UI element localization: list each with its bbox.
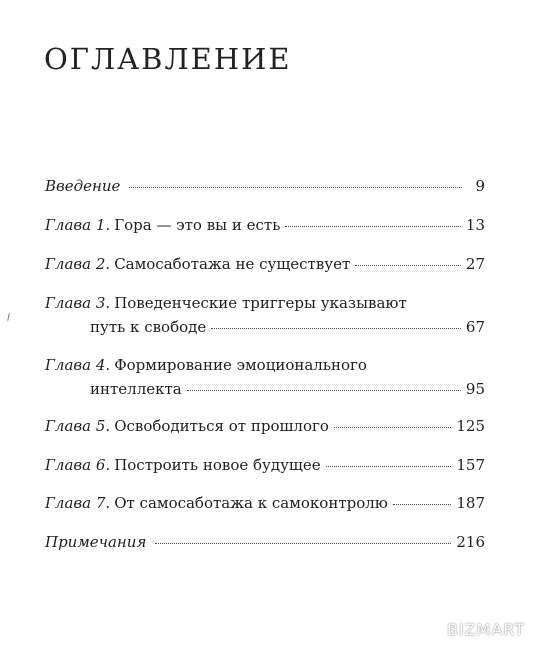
toc-entry-title: От самосаботажа к самоконтролю xyxy=(114,494,388,512)
watermark: BIZMART xyxy=(446,620,525,639)
toc-page-number: 13 xyxy=(465,216,485,234)
toc-entry-title: Формирование эмоционального xyxy=(114,356,367,374)
toc-page-number: 27 xyxy=(465,255,485,273)
dot-leader xyxy=(334,427,451,428)
dot-leader xyxy=(285,226,461,227)
toc-entry-title: Поведенческие триггеры указывают xyxy=(114,294,407,312)
toc-entry-chapter-6 xyxy=(45,453,485,477)
toc-entry-chapter-4 xyxy=(45,353,485,401)
toc-entry-title: Самосаботажа не существует xyxy=(114,255,351,273)
toc-entry-chapter-1 xyxy=(45,213,485,237)
toc-entry-title-continued: интеллекта xyxy=(90,380,182,398)
page-title: ОГЛАВЛЕНИЕ xyxy=(44,42,292,76)
toc-entry-chapter-7 xyxy=(45,491,485,515)
toc-page-number: 9 xyxy=(475,177,485,195)
dot-leader xyxy=(393,504,452,505)
toc-entry-title: Построить новое будущее xyxy=(114,456,321,474)
toc-entry-label: Глава 2. xyxy=(45,255,111,273)
toc-entry-label: Глава 6. xyxy=(45,456,111,474)
dot-leader xyxy=(211,328,461,329)
toc-entry-title-continued: путь к свободе xyxy=(90,318,207,336)
toc-entry-label: Глава 5. xyxy=(45,417,111,435)
toc-entry-label: Примечания xyxy=(45,533,147,551)
toc-page-number: 157 xyxy=(456,456,485,474)
toc-entry-title: Гора — это вы и есть xyxy=(114,216,281,234)
margin-mark xyxy=(7,313,10,321)
toc-page-number: 125 xyxy=(456,417,485,435)
dot-leader xyxy=(155,543,451,544)
toc-entry-label: Глава 7. xyxy=(45,494,111,512)
toc-entry-chapter-2 xyxy=(45,252,485,276)
dot-leader xyxy=(326,466,452,467)
toc-entry-label: Глава 3. xyxy=(45,294,111,312)
toc-page-number: 67 xyxy=(465,318,485,336)
toc-entry-introduction xyxy=(45,174,485,198)
toc-page-number: 187 xyxy=(456,494,485,512)
dot-leader xyxy=(187,390,461,391)
toc-page-number: 216 xyxy=(456,533,485,551)
toc-entry-chapter-3 xyxy=(45,291,485,339)
toc-entry-title: Освободиться от прошлого xyxy=(114,417,329,435)
toc-entry-label: Глава 1. xyxy=(45,216,111,234)
toc-entry-notes xyxy=(45,530,485,554)
toc-entry-label: Введение xyxy=(45,177,121,195)
dot-leader xyxy=(129,187,462,188)
dot-leader xyxy=(355,265,461,266)
toc-entry-chapter-5 xyxy=(45,414,485,438)
toc-entry-label: Глава 4. xyxy=(45,356,111,374)
toc-page-number: 95 xyxy=(465,380,485,398)
